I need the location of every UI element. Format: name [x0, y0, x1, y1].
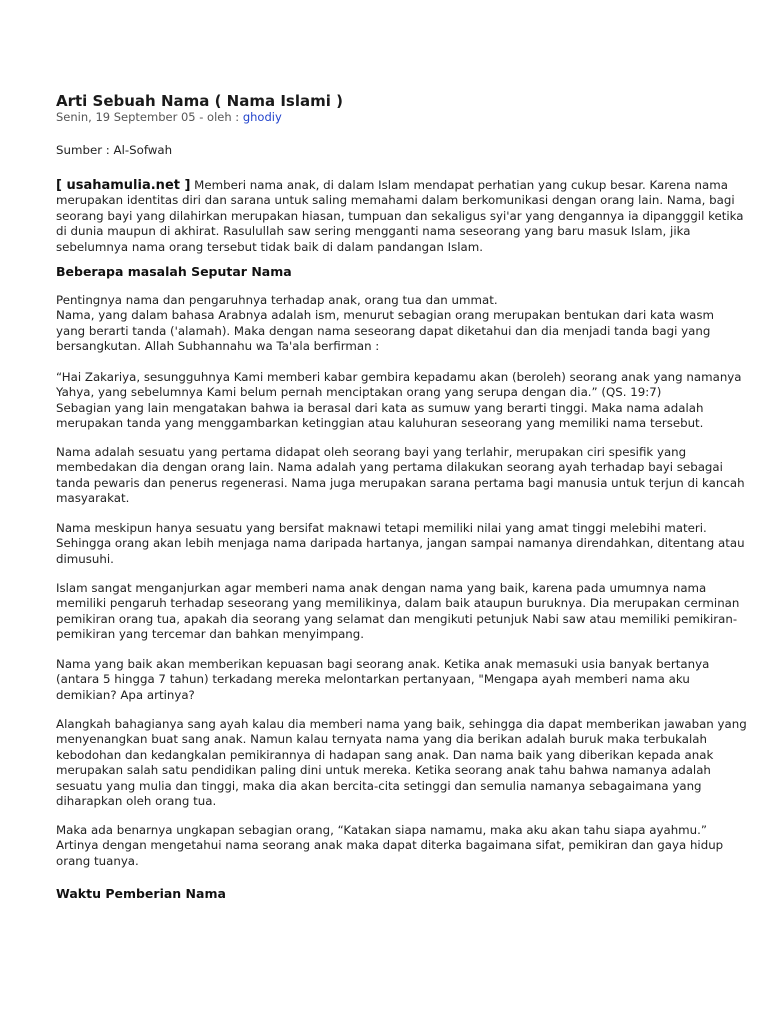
- paragraph-line: menyenangkan buat sang anak. Namun kalau ternyata nama yang dia berikan adalah buruk maka terbukalah: [56, 732, 708, 747]
- paragraph-line: (antara 5 hingga 7 tahun) terkadang mereka melontarkan pertanyaan, "Mengapa ayah memberi nama aku: [56, 672, 690, 687]
- paragraph-line: Nama meskipun hanya sesuatu yang bersifat maknawi tetapi memiliki nilai yang amat tinggi melebihi materi.: [56, 521, 707, 535]
- paragraph-line: Nama, yang dalam bahasa Arabnya adalah ism, menurut sebagian orang merupakan bentukan dari kata wasm: [56, 308, 714, 323]
- paragraph-line: yang berarti tanda ('alamah). Maka dengan nama seseorang dapat diketahui dan dia menjadi tanda bagi yang: [56, 323, 711, 338]
- paragraph-line: Islam sangat menganjurkan agar memberi nama anak dengan nama yang baik, karena pada umumnya nama: [56, 581, 707, 595]
- paragraph-line: Artinya dengan mengetahui nama seorang anak maka dapat diterka bagaimana sifat, pemikiran dan gaya hidup: [56, 838, 724, 853]
- paragraph-line: masyarakat.: [56, 491, 130, 506]
- intro-text: Memberi nama anak, di dalam Islam mendapat perhatian yang cukup besar. Karena nama: [190, 178, 728, 192]
- paragraph-line: Alangkah bahagianya sang ayah kalau dia memberi nama yang baik, sehingga dia dapat memberikan jawaban yang: [56, 717, 747, 731]
- paragraph-line: kebodohan dan kedangkalan pemikirannya di hadapan sang anak. Dan nama baik yang diberikan kepada anak: [56, 747, 714, 762]
- section-heading-seputar-nama: Beberapa masalah Seputar Nama: [56, 264, 292, 279]
- article-meta: [56, 110, 282, 124]
- author-link[interactable]: ghodiy: [242, 110, 282, 124]
- paragraph-line: di dunia maupun di akhirat. Rasulullah saw sering mengganti nama seseorang yang baru masuk Islam, jika: [56, 224, 691, 239]
- paragraph-line: merupakan tanda yang menggambarkan ketinggian atau kaluhuran seseorang yang memiliki nama tersebut.: [56, 416, 704, 431]
- article-date: Senin, 19 September 05 - oleh :: [56, 110, 243, 124]
- paragraph-line: Sebagian yang lain mengatakan bahwa ia berasal dari kata as sumuw yang berarti tinggi. Maka nama adalah: [56, 400, 704, 415]
- article-title: Arti Sebuah Nama ( Nama Islami ): [56, 92, 343, 110]
- paragraph-4: [56, 521, 745, 567]
- source-line: [56, 143, 716, 158]
- paragraph-line: Sehingga orang akan lebih menjaga nama daripada hartanya, jangan sampai namanya direndahkan, ditentang atau: [56, 536, 745, 551]
- paragraph-6: [56, 657, 716, 703]
- paragraph-line: memiliki pengaruh terhadap seseorang yang memilikinya, dalam baik ataupun buruknya. Dia merupakan cerminan: [56, 596, 740, 611]
- paragraph-line: merupakan salah satu pendidikan paling dini untuk mereka. Ketika seorang anak tahu bahwa namanya adalah: [56, 763, 711, 778]
- paragraph-line: pemikiran yang tercemar dan bahkan menyimpang.: [56, 627, 365, 642]
- paragraph-line: bersangkutan. Allah Subhannahu wa Ta'ala berfirman :: [56, 339, 380, 354]
- site-tag: [ usahamulia.net ]: [56, 178, 191, 193]
- paragraph-3: [56, 445, 745, 507]
- intro-paragraph: [56, 178, 744, 255]
- paragraph-line: tanda pewaris dan penerus regenerasi. Nama juga merupakan sarana pertama bagi manusia untuk terjun di kancah: [56, 475, 745, 490]
- paragraph-5: [56, 581, 740, 643]
- paragraph-line: merupakan identitas diri dan sarana untuk saling memahami dalam berkomunikasi dengan orang lain. Nama, bagi: [56, 193, 735, 208]
- paragraph-line: Yahya, yang sebelumnya Kami belum pernah menciptakan orang yang serupa dengan dia.” (QS. 19:7): [56, 385, 662, 400]
- paragraph-line: dimusuhi.: [56, 551, 114, 566]
- paragraph-line: Maka ada benarnya ungkapan sebagian orang, “Katakan siapa namamu, maka aku akan tahu siapa ayahmu.”: [56, 823, 708, 837]
- paragraph-line: Nama adalah sesuatu yang pertama didapat oleh seorang bayi yang terlahir, merupakan ciri spesifik yang: [56, 445, 687, 459]
- paragraph-line: “Hai Zakariya, sesungguhnya Kami memberi kabar gembira kepadamu akan (beroleh) seorang anak yang namanya: [56, 370, 742, 384]
- paragraph-line: membedakan dia dengan orang lain. Nama adalah yang pertama dilakukan seorang ayah terhadap bayi sebagai: [56, 460, 723, 475]
- paragraph-line: demikian? Apa artinya?: [56, 687, 195, 702]
- paragraph-1: [56, 293, 716, 355]
- source-text: Sumber : Al-Sofwah: [56, 143, 173, 157]
- paragraph-8: [56, 823, 724, 869]
- paragraph-line: Pentingnya nama dan pengaruhnya terhadap anak, orang tua dan ummat.: [56, 293, 498, 307]
- paragraph-line: sesuatu yang mulia dan tinggi, maka dia akan bercita-cita setinggi dan semulia namanya sebagaimana yang: [56, 778, 702, 793]
- paragraph-7: [56, 717, 747, 809]
- paragraph-line: sebelumnya nama orang tersebut tidak baik di dalam pandangan Islam.: [56, 239, 483, 254]
- paragraph-line: orang tuanya.: [56, 853, 139, 868]
- paragraph-line: seorang bayi yang dilahirkan merupakan hiasan, tumpuan dan sekaligus syi'ar yang dengannya ia dipangggil ketika: [56, 208, 744, 223]
- paragraph-line: diharapkan oleh orang tua.: [56, 794, 217, 809]
- intro-first-line: [56, 178, 728, 193]
- paragraph-line: Nama yang baik akan memberikan kepuasan bagi seorang anak. Ketika anak memasuki usia banyak bertanya: [56, 657, 710, 671]
- paragraph-2: [56, 370, 742, 432]
- paragraph-line: pemikiran orang tua, apakah dia seorang yang selamat dan mengikuti petunjuk Nabi saw atau memiliki pemikiran-: [56, 611, 738, 626]
- section-heading-waktu-pemberian: Waktu Pemberian Nama: [56, 886, 226, 901]
